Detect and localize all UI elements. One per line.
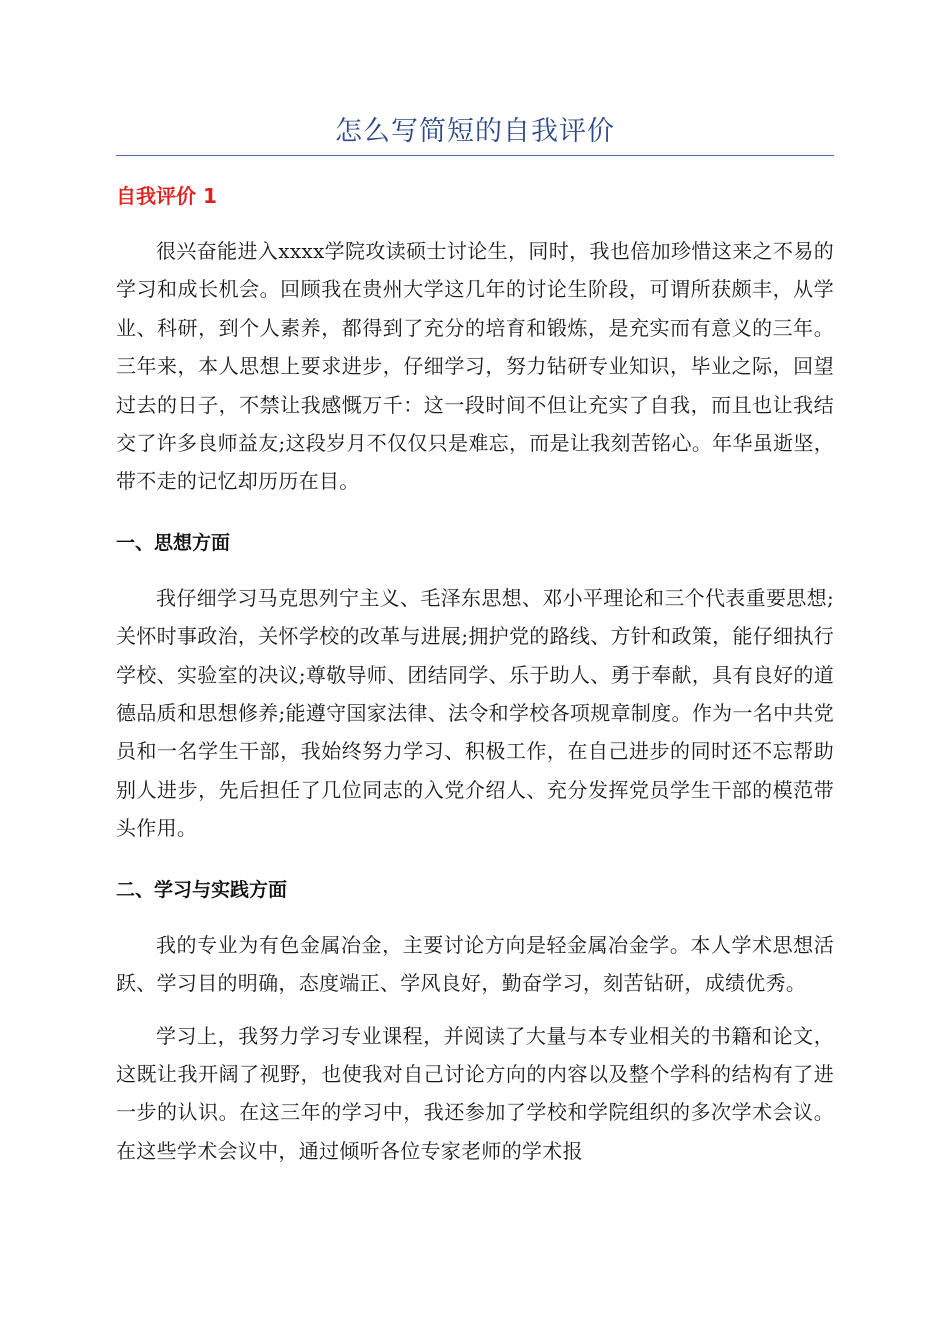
thought-paragraph: 我仔细学习马克思列宁主义、毛泽东思想、邓小平理论和三个代表重要思想;关怀时事政治，关怀学校的改革与进展;拥护党的路线、方针和政策，能仔细执行学校、实验室的决议;尊敬导师、团结同学、乐于助人、勇于奉献，具有良好的道德品质和思想修养;能遵守国家法律、法令和学校各项规章制度。作为一名中共党员和一名学生干部，我始终努力学习、积极工作，在自己进步的同时还不忘帮助别人进步，先后担任了几位同志的入党介绍人、充分发挥党员学生干部的模范带头作用。 (116, 585, 834, 841)
document-page (116, 112, 834, 1170)
heading-thought: 一、思想方面 (116, 531, 231, 554)
intro-paragraph: 很兴奋能进入xxxx学院攻读硕士讨论生，同时，我也倍加珍惜这来之不易的学习和成长机会。回顾我在贵州大学这几年的讨论生阶段，可谓所获颇丰，从学业、科研，到个人素养，都得到了充分的培育和锻炼，是充实而有意义的三年。三年来，本人思想上要求进步，仔细学习，努力钻研专业知识，毕业之际，回望过去的日子，不禁让我感慨万千：这一段时间不但让充实了自我，而且也让我结交了许多良师益友;这段岁月不仅仅只是难忘，而是让我刻苦铭心。年华虽逝坚，带不走的记忆却历历在目。 (116, 239, 834, 494)
study-paragraph: 学习上，我努力学习专业课程，并阅读了大量与本专业相关的书籍和论文，这既让我开阔了视野，也使我对自己讨论方向的内容以及整个学科的结构有了进一步的认识。在这三年的学习中，我还参加了学校和学院组织的多次学术会议。在这些学术会议中，通过倾听各位专家老师的学术报 (116, 1023, 834, 1163)
section-heading: 自我评价 1 (116, 184, 217, 208)
document-title: 怎么写简短的自我评价 (335, 116, 615, 147)
heading-study-practice: 二、学习与实践方面 (116, 878, 288, 901)
major-paragraph: 我的专业为有色金属冶金，主要讨论方向是轻金属冶金学。本人学术思想活跃、学习目的明确，态度端正、学风良好，勤奋学习，刻苦钻研，成绩优秀。 (116, 932, 834, 996)
title-underline (116, 155, 834, 156)
